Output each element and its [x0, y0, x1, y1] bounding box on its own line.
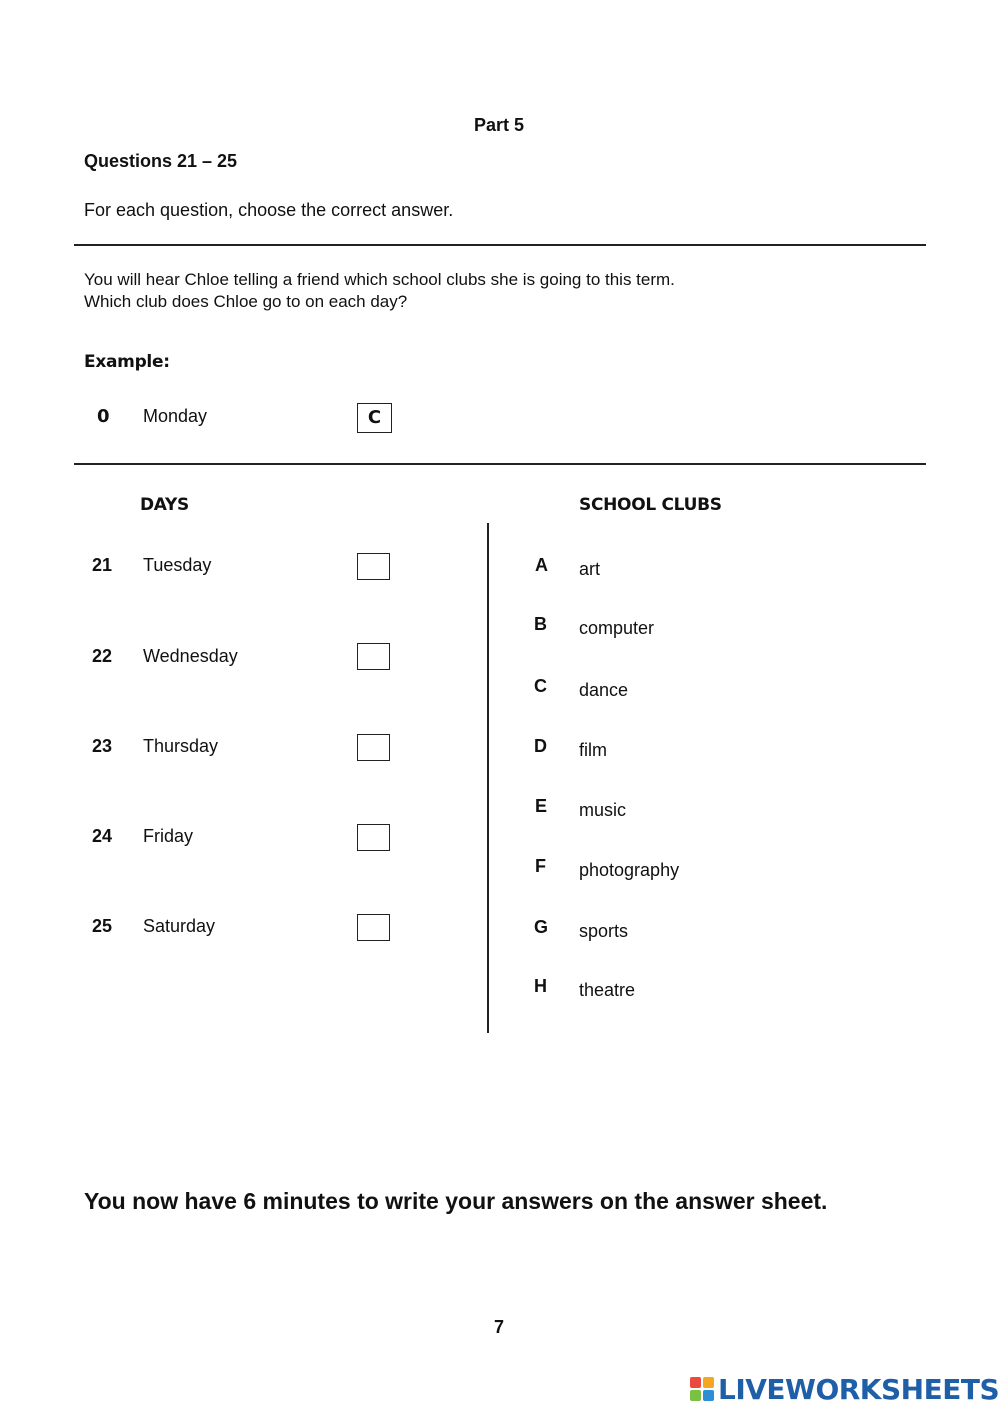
- answer-box-24[interactable]: [357, 824, 390, 851]
- questions-range: Questions 21 – 25: [84, 151, 238, 171]
- club-letter: G: [534, 917, 549, 937]
- page-number: 7: [494, 1317, 505, 1337]
- club-name: sports: [579, 921, 629, 941]
- day-number: 25: [92, 916, 113, 936]
- club-letter: D: [534, 736, 547, 756]
- club-name: film: [579, 740, 607, 760]
- day-label: Friday: [143, 826, 194, 846]
- day-number: 21: [92, 555, 113, 575]
- divider-middle: [74, 463, 926, 465]
- logo-square: [690, 1377, 701, 1388]
- divider-top: [74, 244, 926, 246]
- day-label: Thursday: [143, 736, 219, 756]
- logo-grid-icon: [690, 1377, 714, 1401]
- example-day: Monday: [143, 406, 208, 426]
- day-label: Saturday: [143, 916, 216, 936]
- time-note: You now have 6 minutes to write your answers on the answer sheet.: [84, 1188, 828, 1214]
- club-letter: H: [534, 976, 547, 996]
- instruction-text: For each question, choose the correct answer.: [84, 200, 454, 220]
- answer-box-22[interactable]: [357, 643, 390, 670]
- club-letter: A: [535, 555, 548, 575]
- day-label: Tuesday: [143, 555, 212, 575]
- club-name: photography: [579, 860, 680, 880]
- example-number: 0: [97, 406, 110, 427]
- logo-square: [703, 1377, 714, 1388]
- logo-text: LIVEWORKSHEETS: [718, 1372, 999, 1406]
- club-letter: C: [534, 676, 547, 696]
- day-number: 24: [92, 826, 113, 846]
- column-divider: [487, 523, 489, 1033]
- example-answer-box: C: [357, 403, 392, 433]
- example-label: Example:: [84, 352, 170, 372]
- club-name: computer: [579, 618, 655, 638]
- clubs-header: SCHOOL CLUBS: [579, 495, 722, 515]
- club-letter: E: [535, 796, 548, 816]
- answer-box-21[interactable]: [357, 553, 390, 580]
- club-name: theatre: [579, 980, 636, 1000]
- intro-line-1: You will hear Chloe telling a friend which school clubs she is going to this term.: [84, 270, 675, 289]
- days-header: DAYS: [140, 495, 189, 515]
- club-name: music: [579, 800, 627, 820]
- logo-square: [690, 1390, 701, 1401]
- liveworksheets-logo: [690, 1372, 999, 1406]
- intro-line-2: Which club does Chloe go to on each day?: [84, 292, 408, 311]
- day-number: 23: [92, 736, 113, 756]
- club-name: dance: [579, 680, 629, 700]
- answer-box-25[interactable]: [357, 914, 390, 941]
- club-name: art: [579, 559, 601, 579]
- club-letter: B: [534, 614, 547, 634]
- day-label: Wednesday: [143, 646, 238, 666]
- day-number: 22: [92, 646, 113, 666]
- club-letter: F: [535, 856, 546, 876]
- answer-box-23[interactable]: [357, 734, 390, 761]
- part-title: Part 5: [474, 115, 525, 135]
- logo-square: [703, 1390, 714, 1401]
